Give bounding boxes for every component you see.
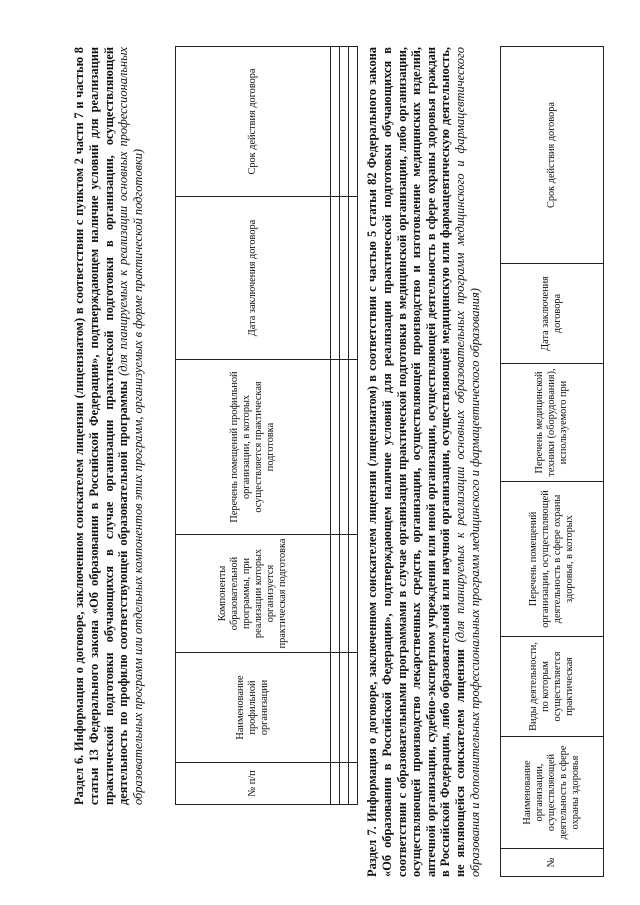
section-7-heading: [365, 47, 482, 877]
section-6-table: [175, 46, 358, 805]
column-header: № п/п: [176, 763, 331, 805]
section-7-note: (для планируемых к реализации основных образовательных программ медицинского и фармацевтического образования и дополнительных профессиональных программ медицинского и фармацевтического образования): [452, 47, 482, 877]
table-cell: [340, 763, 349, 805]
column-header: Дата заключения договора: [501, 264, 604, 364]
table-row: [340, 47, 349, 805]
table-cell: [331, 360, 340, 535]
table-cell: [331, 763, 340, 805]
table-row: [349, 47, 358, 805]
table-cell: [331, 653, 340, 763]
section-7-table: [500, 46, 604, 877]
column-header: Перечень медицинской техники (оборудования), используемого при: [501, 364, 604, 482]
column-header: Срок действия договора: [501, 47, 604, 264]
table-cell: [340, 47, 349, 197]
table-cell: [331, 197, 340, 360]
column-header: Наименование профильной организации: [176, 653, 331, 763]
table-cell: [349, 197, 358, 360]
table-cell: [349, 763, 358, 805]
section-6-title: Раздел 6. Информация о договоре, заключенном соискателем лицензии (лицензиатом) в соответствии с пунктом 2 части 7 и частью 8 статьи 13 Федерального закона «Об образовании в Российской Федерации», подтверждающем наличие условий для реализации практической подготовки обучающихся в случае организации практической подготовки в организации, осуществляющей деятельность по профилю соответствующей образовательной программы: [72, 47, 131, 805]
table-cell: [331, 535, 340, 653]
column-header: Срок действия договора: [176, 47, 331, 197]
column-header: Компоненты образовательной программы, при реализации которых организуется практическая подготовка: [176, 535, 331, 653]
column-header: Перечень помещений организации, осуществляющей деятельность в сфере охраны здоровья, в которых: [501, 482, 604, 637]
table-cell: [340, 653, 349, 763]
section-7-title: Раздел 7. Информация о договоре, заключенном соискателем лицензии (лицензиатом) в соответствии с частью 5 статьи 82 Федерального закона «Об образовании в Российской Федерации», подтверждающем наличие условий для реализации практической подготовки обучающихся в соответствии с образовательными программами в случае организации практической подготовки в медицинской организации, либо организации, осуществляющей производство лекарственных средств, организации, осуществляющей производство и изготовление медицинских изделий, аптечной организации, судебно-экспертном учреждении или иной организации, осуществляющей деятельность в сфере охраны здоровья граждан в Российской Федерации, либо образовательной или научной организации, осуществляющей медицинскую или фармацевтическую деятельность, не являющейся соискателем лицензии: [365, 47, 467, 877]
section-6-note: (для планируемых к реализации основных профессиональных образовательных программ или отдельных компонентов этих программ, организуемых в форме практической подготовки): [116, 47, 145, 805]
table-cell: [340, 360, 349, 535]
table-cell: [349, 653, 358, 763]
table-row: [331, 47, 340, 805]
column-header: №: [501, 849, 604, 877]
table-cell: [349, 535, 358, 653]
table-cell: [349, 47, 358, 197]
column-header: Виды деятельности, по которым осуществляется практическая: [501, 637, 604, 737]
table-cell: [349, 360, 358, 535]
table-cell: [340, 197, 349, 360]
column-header: Перечень помещений профильной организации, в которых осуществляется практическая подготовка: [176, 360, 331, 535]
table-cell: [340, 535, 349, 653]
table-cell: [331, 47, 340, 197]
column-header: Дата заключения договора: [176, 197, 331, 360]
column-header: Наименование организации, осуществляющей деятельность в сфере охраны здоровья: [501, 737, 604, 849]
table-header-row: [501, 47, 604, 877]
section-6-heading: [72, 47, 145, 805]
table-header-row: [176, 47, 331, 805]
